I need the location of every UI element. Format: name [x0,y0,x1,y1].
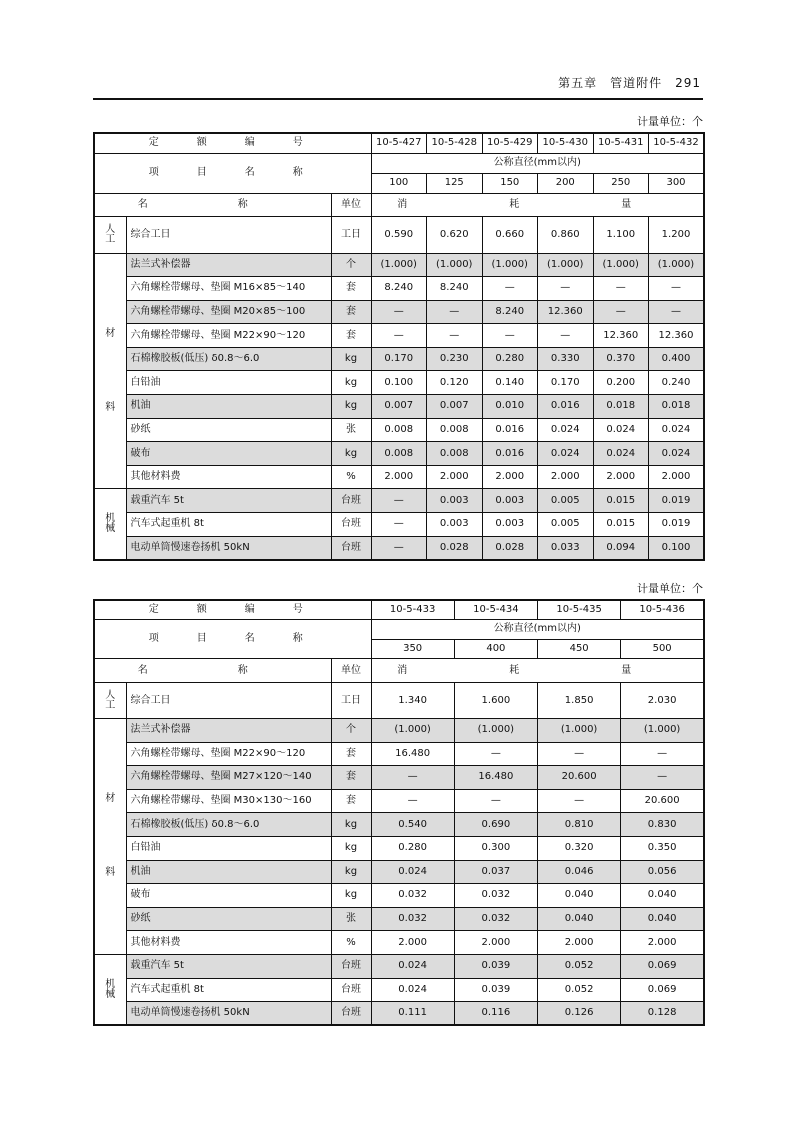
resource-unit: kg [331,836,371,860]
dia-value: 500 [621,639,704,659]
consumption-value: (1.000) [371,719,454,743]
consumption-value: 0.003 [427,513,483,537]
consumption-value: 0.016 [482,418,538,442]
quota-code: 10-5-435 [538,600,621,620]
quota-code: 10-5-431 [593,133,649,153]
group-material [94,719,126,955]
resource-unit: 个 [331,253,371,277]
consumption-value: 0.330 [538,347,594,371]
table-row [94,277,704,301]
consumption-value: 0.111 [371,1002,454,1026]
consumption-value: 2.000 [371,931,454,955]
resource-unit: 台班 [331,513,371,537]
group-material-1: 材 [105,793,116,805]
resource-name: 汽车式起重机 8t [126,513,331,537]
group-machine: 机械 [94,489,126,560]
consumption-value: 0.024 [538,442,594,466]
resource-unit: kg [331,860,371,884]
resource-name: 砂纸 [126,418,331,442]
consumption-value: 0.400 [649,347,705,371]
quota-code: 10-5-430 [538,133,594,153]
dia-value: 350 [371,639,454,659]
consumption-value: — [371,789,454,813]
resource-unit: 套 [331,766,371,790]
table-row [94,860,704,884]
quota-table-2 [93,599,705,1026]
consumption-value: — [621,742,704,766]
table-row [94,536,704,560]
group-labor: 人工 [94,683,126,719]
consumption-value: — [482,324,538,348]
code-row [94,133,704,153]
quota-code: 10-5-433 [371,600,454,620]
consumption-value: 0.046 [538,860,621,884]
table-row [94,489,704,513]
dia-value: 125 [427,173,483,193]
consumption-value: (1.000) [427,253,483,277]
consumption-value: 0.032 [454,907,537,931]
consumption-value: 0.069 [621,954,704,978]
consumption-value: (1.000) [482,253,538,277]
unit-note-1: 计量单位：个 [637,115,703,128]
dia-value: 400 [454,639,537,659]
consumption-value: (1.000) [538,719,621,743]
consumption-value: 0.028 [482,536,538,560]
resource-name: 汽车式起重机 8t [126,978,331,1002]
consumption-value: 0.230 [427,347,483,371]
resource-name: 白铅油 [126,371,331,395]
consumption-value: — [538,324,594,348]
consumption-value: — [454,789,537,813]
group-material-1: 材 [105,327,116,339]
page-header [93,72,703,100]
consumption-value: 0.170 [538,371,594,395]
resource-name: 载重汽车 5t [126,954,331,978]
unit-note-2: 计量单位：个 [637,582,703,595]
consumption-value: — [371,300,427,324]
table-row [94,1002,704,1026]
resource-name: 其他材料费 [126,465,331,489]
resource-name: 砂纸 [126,907,331,931]
resource-name: 六角螺栓带螺母、垫圈 M20×85～100 [126,300,331,324]
consumption-value: 0.024 [649,442,705,466]
table-row [94,216,704,253]
consumption-value: 0.200 [593,371,649,395]
resource-unit: 套 [331,324,371,348]
consumption-value: 0.028 [427,536,483,560]
table-row [94,719,704,743]
table-row [94,836,704,860]
resource-unit: 工日 [331,683,371,719]
dia-value: 100 [371,173,427,193]
consumption-value: — [538,277,594,301]
consumption-value: 16.480 [454,766,537,790]
code-label: 定 额 编 号 [94,133,371,153]
consumption-value: 2.030 [621,683,704,719]
consumption-value: 0.003 [482,513,538,537]
resource-unit: 台班 [331,978,371,1002]
table-row [94,683,704,719]
consumption-value: 2.000 [454,931,537,955]
consumption-value: 0.015 [593,489,649,513]
resource-unit: % [331,931,371,955]
consumption-value: 0.370 [593,347,649,371]
consumption-value: 0.008 [371,418,427,442]
resource-unit: 套 [331,789,371,813]
column-header-row [94,659,704,683]
resource-name: 法兰式补偿器 [126,253,331,277]
consumption-value: 0.039 [454,978,537,1002]
consumption-value: — [538,789,621,813]
resource-name: 石棉橡胶板(低压) δ0.8～6.0 [126,347,331,371]
consumption-value: 0.120 [427,371,483,395]
resource-name: 电动单筒慢速卷扬机 50kN [126,536,331,560]
resource-name: 六角螺栓带螺母、垫圈 M22×90～120 [126,324,331,348]
resource-name: 石棉橡胶板(低压) δ0.8～6.0 [126,813,331,837]
consumption-value: 2.000 [538,931,621,955]
resource-name: 破布 [126,442,331,466]
consumption-value: — [371,536,427,560]
table-row [94,766,704,790]
resource-name: 六角螺栓带螺母、垫圈 M30×130～160 [126,789,331,813]
consumption-value: 0.015 [593,513,649,537]
consumption-value: 0.069 [621,978,704,1002]
consumption-value: 0.100 [371,371,427,395]
group-material [94,253,126,489]
consumption-value: 0.008 [371,442,427,466]
table-row [94,789,704,813]
consumption-value: (1.000) [454,719,537,743]
resource-name: 综合工日 [126,216,331,253]
consumption-value: 0.280 [482,347,538,371]
resource-unit: kg [331,371,371,395]
consumption-value: 1.200 [649,216,705,253]
table-row [94,465,704,489]
consumption-value: 0.660 [482,216,538,253]
resource-unit: 台班 [331,1002,371,1026]
dia-label-row [94,620,704,640]
consumption-value: — [427,300,483,324]
consumption-value: 0.018 [593,395,649,419]
resource-name: 白铅油 [126,836,331,860]
consumption-value: 0.008 [427,442,483,466]
consumption-value: 0.005 [538,489,594,513]
resource-unit: kg [331,884,371,908]
group-labor: 人工 [94,216,126,253]
table-row [94,513,704,537]
consumption-value: 0.016 [538,395,594,419]
consumption-value: (1.000) [621,719,704,743]
resource-name: 电动单筒慢速卷扬机 50kN [126,1002,331,1026]
resource-unit: 套 [331,277,371,301]
consumption-value: 12.360 [593,324,649,348]
code-row [94,600,704,620]
resource-unit: 张 [331,907,371,931]
consumption-value: 0.052 [538,978,621,1002]
consumption-value: 0.810 [538,813,621,837]
quota-code: 10-5-427 [371,133,427,153]
consumption-value: — [371,324,427,348]
resource-name: 破布 [126,884,331,908]
consumption-value: (1.000) [538,253,594,277]
consumption-value: 0.024 [371,860,454,884]
consumption-value: 0.240 [649,371,705,395]
consumption-value: 20.600 [538,766,621,790]
consumption-value: 0.016 [482,442,538,466]
table-row [94,907,704,931]
table-row [94,442,704,466]
consumption-value: 0.590 [371,216,427,253]
consumption-value: — [649,300,705,324]
consumption-value: 0.052 [538,954,621,978]
resource-name: 法兰式补偿器 [126,719,331,743]
table-row [94,395,704,419]
consumption-value: 0.320 [538,836,621,860]
code-label: 定 额 编 号 [94,600,371,620]
consume-label: 消 耗 量 [371,193,704,216]
resource-unit: 张 [331,418,371,442]
table-row [94,931,704,955]
resource-unit: % [331,465,371,489]
consumption-value: 0.280 [371,836,454,860]
table-row [94,253,704,277]
consumption-value: 0.690 [454,813,537,837]
table-row [94,884,704,908]
quota-code: 10-5-428 [427,133,483,153]
table-row [94,371,704,395]
consumption-value: (1.000) [371,253,427,277]
resource-name: 综合工日 [126,683,331,719]
consumption-value: 8.240 [371,277,427,301]
consumption-value: — [621,766,704,790]
table-row [94,324,704,348]
consumption-value: 0.040 [538,907,621,931]
dia-label: 公称直径(mm以内) [371,153,704,173]
table-row [94,300,704,324]
consumption-value: 0.033 [538,536,594,560]
resource-unit: kg [331,347,371,371]
dia-value: 300 [649,173,705,193]
resource-unit: kg [331,813,371,837]
consumption-value: (1.000) [593,253,649,277]
consumption-value: 0.037 [454,860,537,884]
consumption-value: 0.620 [427,216,483,253]
consumption-value: 0.040 [621,907,704,931]
consumption-value: — [593,300,649,324]
consumption-value: 0.140 [482,371,538,395]
resource-unit: 工日 [331,216,371,253]
consumption-value: 0.024 [371,954,454,978]
group-material-2: 料 [105,867,116,879]
consumption-value: — [371,513,427,537]
consumption-value: 0.008 [427,418,483,442]
consumption-value: 0.024 [371,978,454,1002]
consumption-value: 0.128 [621,1002,704,1026]
dia-value: 200 [538,173,594,193]
consumption-value: 0.024 [649,418,705,442]
table-row [94,347,704,371]
dia-value: 150 [482,173,538,193]
group-material-2: 料 [105,401,116,413]
dia-value: 450 [538,639,621,659]
name-label: 名 称 [94,193,331,216]
consumption-value: 2.000 [621,931,704,955]
resource-name: 机油 [126,395,331,419]
consumption-value: 0.010 [482,395,538,419]
table-row [94,418,704,442]
consumption-value: 0.350 [621,836,704,860]
consumption-value: — [482,277,538,301]
consumption-value: 0.100 [649,536,705,560]
consumption-value: 0.032 [454,884,537,908]
consumption-value: 1.600 [454,683,537,719]
resource-name: 六角螺栓带螺母、垫圈 M27×120～140 [126,766,331,790]
quota-code: 10-5-434 [454,600,537,620]
consumption-value: (1.000) [649,253,705,277]
resource-unit: 台班 [331,954,371,978]
group-machine: 机械 [94,954,126,1025]
consumption-value: 2.000 [427,465,483,489]
table-row [94,978,704,1002]
quota-code: 10-5-429 [482,133,538,153]
resource-name: 机油 [126,860,331,884]
consumption-value: 0.024 [593,418,649,442]
consume-label: 消 耗 量 [371,659,704,683]
consumption-value: 16.480 [371,742,454,766]
consumption-value: 2.000 [538,465,594,489]
table-row [94,813,704,837]
header-rule [93,98,703,100]
consumption-value: 0.039 [454,954,537,978]
consumption-value: 0.040 [538,884,621,908]
item-label: 项 目 名 称 [94,620,371,659]
consumption-value: — [538,742,621,766]
consumption-value: 0.116 [454,1002,537,1026]
consumption-value: 0.024 [593,442,649,466]
consumption-value: 0.005 [538,513,594,537]
resource-unit: 套 [331,742,371,766]
resource-name: 六角螺栓带螺母、垫圈 M16×85～140 [126,277,331,301]
resource-unit: 台班 [331,489,371,513]
consumption-value: 8.240 [427,277,483,301]
table-row [94,742,704,766]
consumption-value: 0.860 [538,216,594,253]
consumption-value: — [454,742,537,766]
consumption-value: — [371,766,454,790]
consumption-value: — [593,277,649,301]
consumption-value: — [427,324,483,348]
consumption-value: 2.000 [649,465,705,489]
consumption-value: 0.040 [621,884,704,908]
column-header-row [94,193,704,216]
consumption-value: 0.019 [649,489,705,513]
consumption-value: 2.000 [593,465,649,489]
consumption-value: — [649,277,705,301]
quota-code: 10-5-436 [621,600,704,620]
table-row [94,954,704,978]
unit-label: 单位 [331,659,371,683]
consumption-value: 12.360 [649,324,705,348]
consumption-value: 2.000 [371,465,427,489]
dia-value: 250 [593,173,649,193]
item-label: 项 目 名 称 [94,153,371,193]
quota-code: 10-5-432 [649,133,705,153]
resource-name: 六角螺栓带螺母、垫圈 M22×90～120 [126,742,331,766]
consumption-value: 0.024 [538,418,594,442]
resource-unit: kg [331,442,371,466]
consumption-value: 0.830 [621,813,704,837]
consumption-value: 0.032 [371,884,454,908]
consumption-value: 1.340 [371,683,454,719]
consumption-value: 1.850 [538,683,621,719]
consumption-value: 0.003 [427,489,483,513]
resource-unit: 台班 [331,536,371,560]
resource-unit: kg [331,395,371,419]
resource-name: 其他材料费 [126,931,331,955]
name-label: 名 称 [94,659,331,683]
consumption-value: 0.056 [621,860,704,884]
consumption-value: 0.019 [649,513,705,537]
consumption-value: 0.540 [371,813,454,837]
consumption-value: — [371,489,427,513]
consumption-value: 0.003 [482,489,538,513]
consumption-value: 0.094 [593,536,649,560]
consumption-value: 1.100 [593,216,649,253]
consumption-value: 0.007 [427,395,483,419]
consumption-value: 8.240 [482,300,538,324]
resource-unit: 个 [331,719,371,743]
chapter-title: 第五章 管道附件 291 [558,76,701,90]
consumption-value: 0.032 [371,907,454,931]
consumption-value: 2.000 [482,465,538,489]
resource-unit: 套 [331,300,371,324]
consumption-value: 0.007 [371,395,427,419]
consumption-value: 0.126 [538,1002,621,1026]
consumption-value: 0.300 [454,836,537,860]
consumption-value: 12.360 [538,300,594,324]
unit-label: 单位 [331,193,371,216]
consumption-value: 0.170 [371,347,427,371]
resource-name: 载重汽车 5t [126,489,331,513]
consumption-value: 20.600 [621,789,704,813]
dia-label-row [94,153,704,173]
quota-table-1 [93,132,705,561]
consumption-value: 0.018 [649,395,705,419]
dia-label: 公称直径(mm以内) [371,620,704,640]
